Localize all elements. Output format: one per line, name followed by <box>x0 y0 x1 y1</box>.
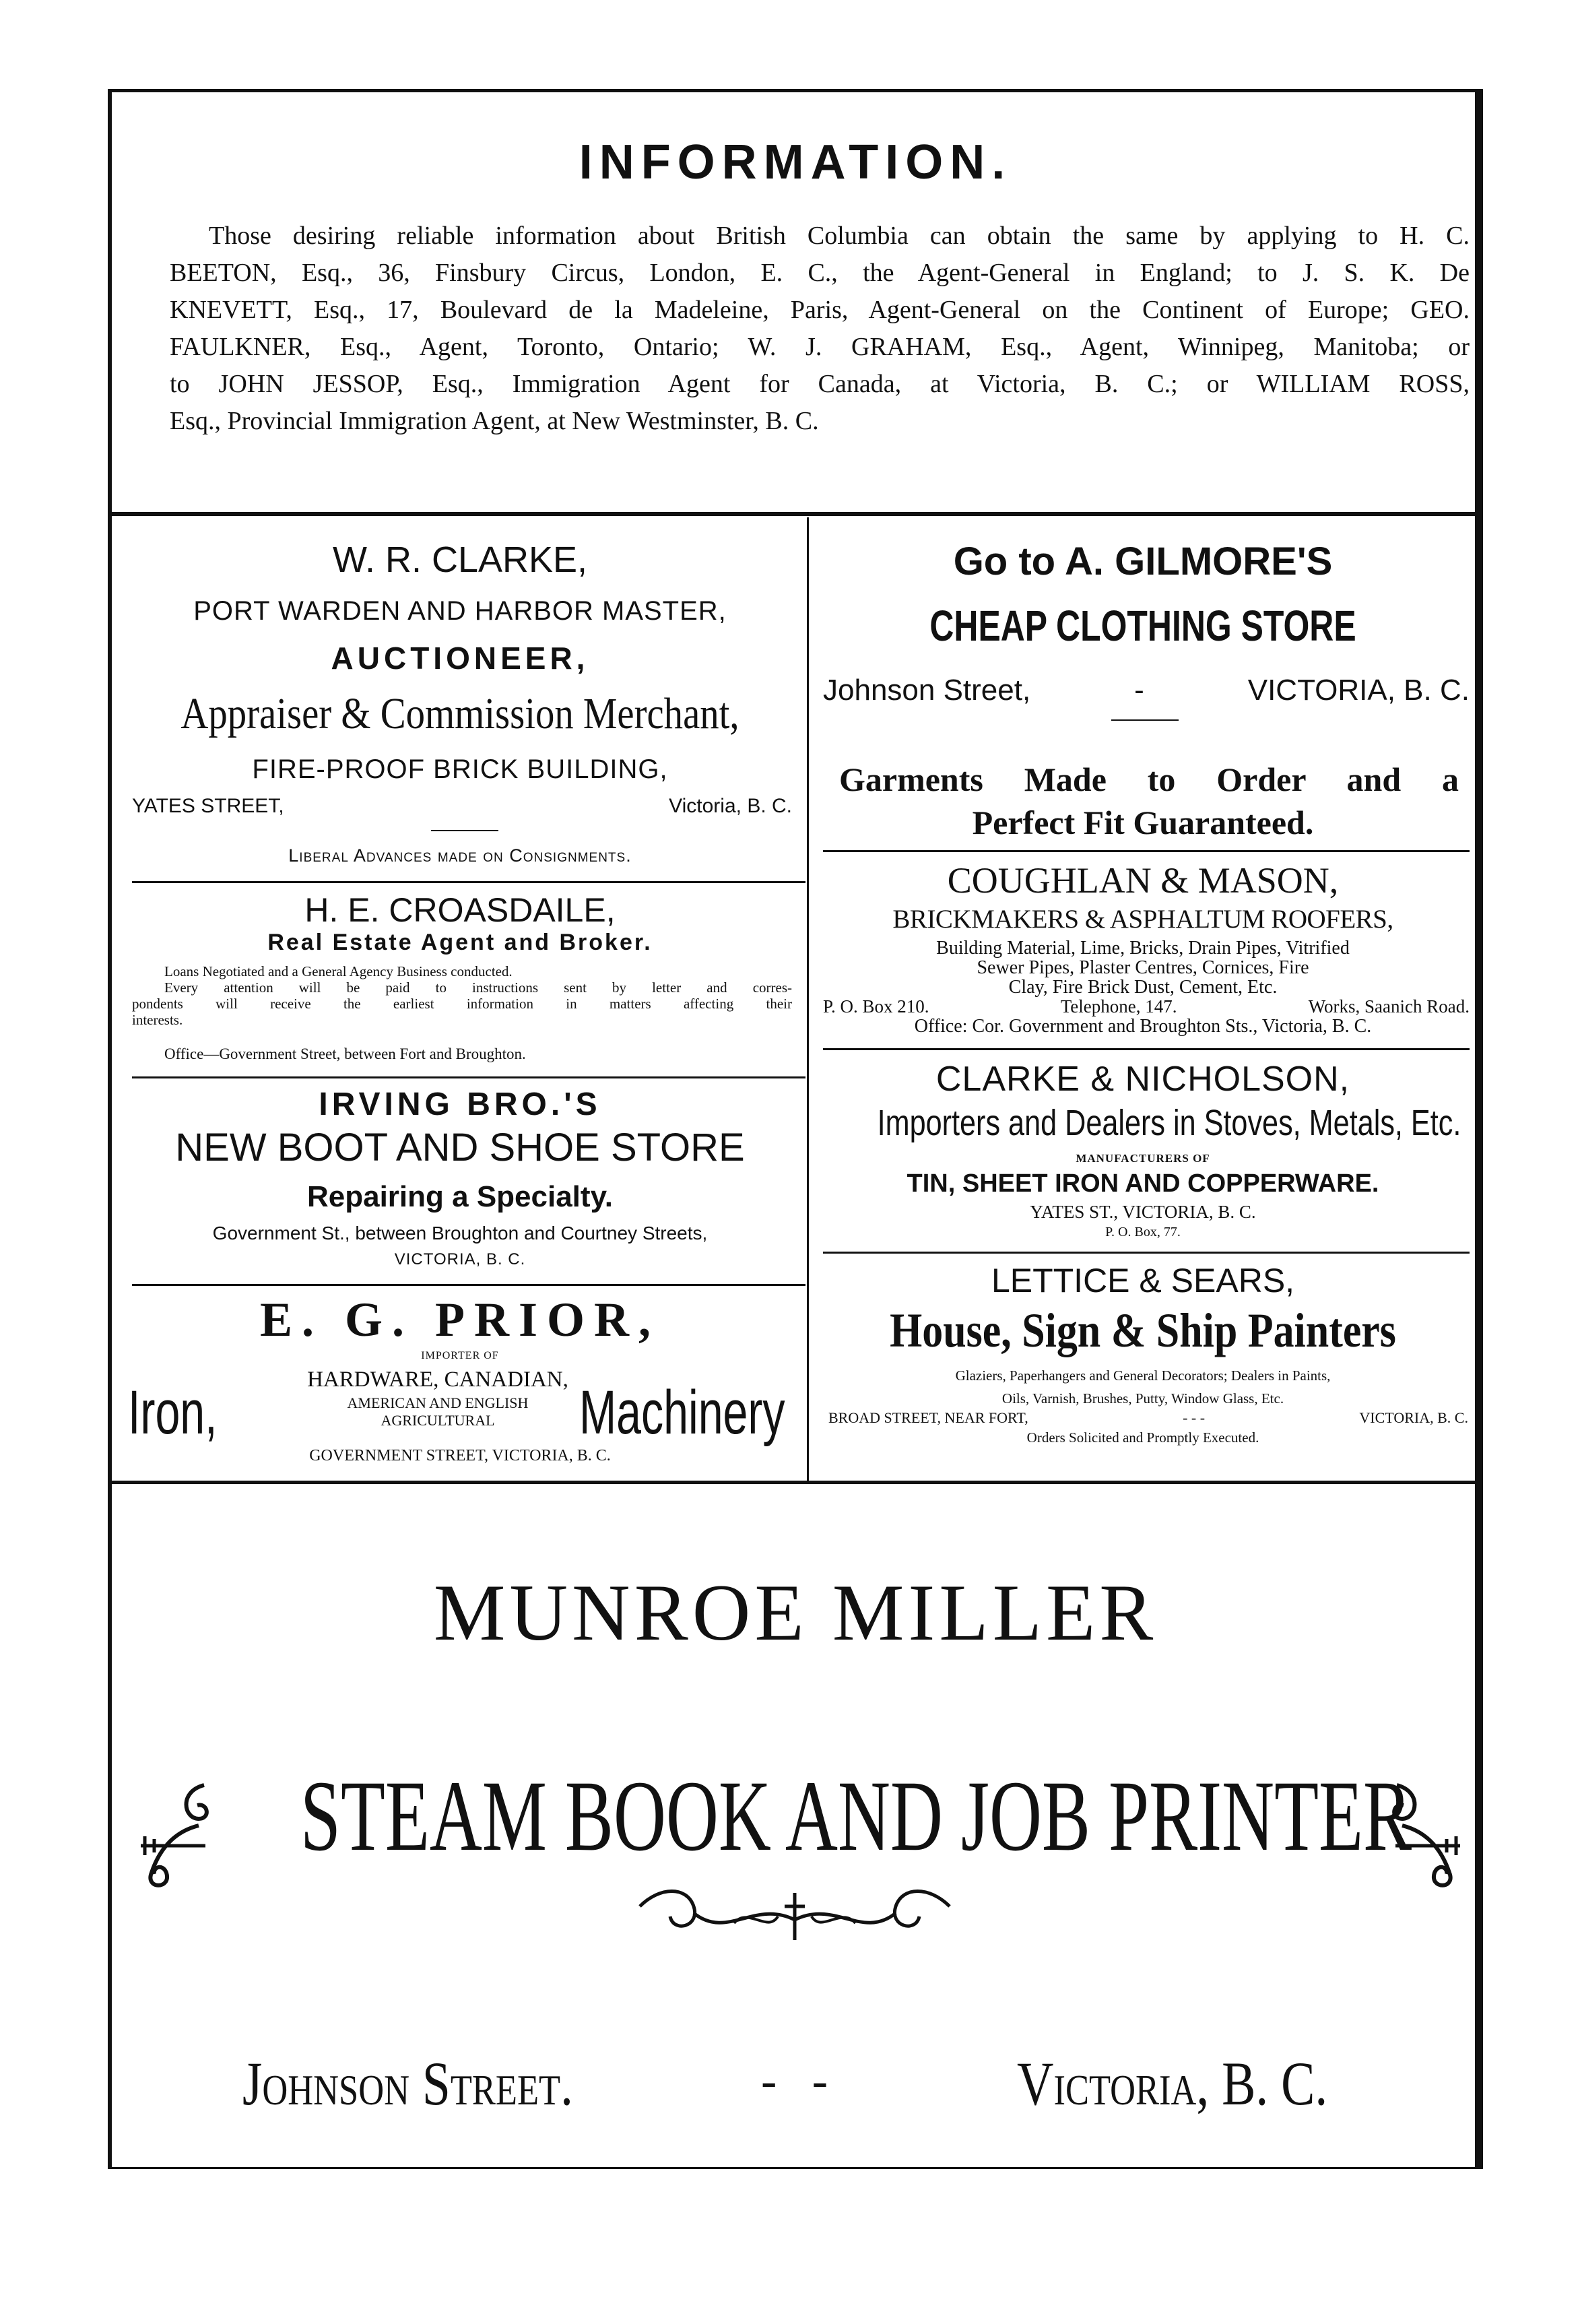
coughlan-name: COUGHLAN & MASON, <box>947 860 1339 901</box>
clarke-name: W. R. CLARKE, <box>332 540 588 580</box>
coughlan-contacts <box>823 996 1470 1017</box>
left-flourish-icon <box>131 1778 212 1893</box>
gilmore-line1: Go to A. GILMORE'S <box>953 540 1333 583</box>
coughlan-telephone: Telephone, 147. <box>1060 996 1177 1016</box>
lettice-line1: Glaziers, Paperhangers and General Decorators; Dealers in Paints, <box>955 1367 1331 1384</box>
lettice-orders: Orders Solicited and Promptly Executed. <box>1026 1429 1259 1446</box>
clarke-street: YATES STREET, <box>132 795 284 817</box>
clarke-advances: Liberal Advances made on Consignments. <box>288 845 632 866</box>
information-divider <box>112 512 1475 516</box>
irving-city: VICTORIA, B. C. <box>394 1250 526 1268</box>
nicholson-box: P. O. Box, 77. <box>1105 1225 1181 1239</box>
coughlan-office: Office: Cor. Government and Broughton Sts., Victoria, B. C. <box>914 1016 1372 1037</box>
nicholson-name: CLARKE & NICHOLSON, <box>935 1060 1350 1099</box>
prior-name: E. G. PRIOR, <box>259 1293 661 1347</box>
munroe-title: STEAM BOOK AND JOB PRINTER <box>300 1760 1412 1872</box>
croasdaile-title: Real Estate Agent and Broker. <box>267 930 653 955</box>
prior-iron: Iron, <box>128 1378 218 1447</box>
divider <box>823 850 1470 852</box>
prior-american: AMERICAN AND ENGLISH <box>347 1394 529 1411</box>
information-line: to JOHN JESSOP, Esq., Immigration Agent for Canada, at Victoria, B. C.; or WILLIAM ROSS, <box>170 370 1470 398</box>
irving-name: IRVING BRO.'S <box>319 1087 601 1122</box>
lettice-street: BROAD STREET, NEAR FORT, <box>828 1409 1028 1426</box>
divider <box>132 1076 805 1078</box>
nicholson-importers: Importers and Dealers in Stoves, Metals, Etc. <box>877 1103 1461 1143</box>
lettice-trade: House, Sign & Ship Painters <box>890 1303 1396 1357</box>
gilmore-address <box>823 674 1470 707</box>
column-divider <box>807 517 809 1481</box>
information-line: KNEVETT, Esq., 17, Boulevard de la Madeleine, Paris, Agent-General on the Continent of Europe; GEO. <box>170 296 1470 324</box>
prior-importer: IMPORTER OF <box>421 1350 499 1361</box>
irving-store: NEW BOOT AND SHOE STORE <box>175 1126 745 1169</box>
clarke-title: PORT WARDEN AND HARBOR MASTER, <box>193 596 727 626</box>
information-line: FAULKNER, Esq., Agent, Toronto, Ontario; W. J. GRAHAM, Esq., Agent, Winnipeg, Manitoba; or <box>170 333 1470 361</box>
croasdaile-office: Office—Government Street, between Fort and Broughton. <box>164 1045 526 1062</box>
coughlan-trade: BRICKMAKERS & ASPHALTUM ROOFERS, <box>892 905 1393 934</box>
lettice-dashes: - - - <box>1183 1409 1206 1426</box>
croasdaile-line: Every attention will be paid to instructions sent by letter and corres- <box>164 979 792 996</box>
information-text <box>170 218 1470 440</box>
gilmore-street: Johnson Street, <box>823 674 1031 707</box>
clarke-city: Victoria, B. C. <box>669 795 792 817</box>
information-line: BEETON, Esq., 36, Finsbury Circus, London, E. C., the Agent-General in England; to J. S. K. De <box>170 259 1470 287</box>
nicholson-street: YATES ST., VICTORIA, B. C. <box>1030 1202 1256 1222</box>
center-ornament-icon <box>633 1886 956 1947</box>
coughlan-works: Works, Saanich Road. <box>1308 996 1470 1016</box>
prior-hardware: HARDWARE, CANADIAN, <box>307 1367 568 1392</box>
prior-address: GOVERNMENT STREET, VICTORIA, B. C. <box>309 1447 611 1464</box>
gilmore-fit: Perfect Fit Guaranteed. <box>972 804 1314 841</box>
divider <box>823 1048 1470 1050</box>
information-heading: INFORMATION. <box>579 135 1012 189</box>
gilmore-city: VICTORIA, B. C. <box>1247 674 1470 707</box>
lettice-name: LETTICE & SEARS, <box>991 1262 1295 1299</box>
coughlan-line1: Building Material, Lime, Bricks, Drain Pipes, Vitrified <box>936 938 1350 959</box>
clarke-auctioneer: AUCTIONEER, <box>331 641 589 676</box>
croasdaile-line: interests. <box>132 1012 183 1028</box>
gilmore-garments: Garments Made to Order and a <box>839 761 1459 798</box>
gilmore-dash: - <box>1134 674 1144 707</box>
nicholson-manufacturers: MANUFACTURERS OF <box>1076 1152 1210 1165</box>
right-flourish-icon <box>1389 1778 1470 1893</box>
munroe-name: MUNROE MILLER <box>433 1568 1158 1657</box>
information-line: Those desiring reliable information about British Columbia can obtain the same by applying to H. C. <box>209 222 1470 250</box>
prior-agricultural: AGRICULTURAL <box>381 1412 495 1429</box>
clarke-address <box>132 795 792 818</box>
munroe-city: Victoria, B. C. <box>1017 2049 1328 2118</box>
gilmore-short-rule <box>1111 719 1179 721</box>
information-line: Esq., Provincial Immigration Agent, at New Westminster, B. C. <box>170 407 819 435</box>
munroe-dashes: - - <box>761 2055 828 2107</box>
prior-machinery: Machinery <box>579 1378 785 1447</box>
gilmore-line2: CHEAP CLOTHING STORE <box>929 602 1356 650</box>
clarke-building: FIRE-PROOF BRICK BUILDING, <box>252 754 668 784</box>
lettice-city: VICTORIA, B. C. <box>1359 1409 1468 1426</box>
irving-specialty: Repairing a Specialty. <box>306 1180 613 1213</box>
croasdaile-line: Loans Negotiated and a General Agency Business conducted. <box>164 963 513 979</box>
divider <box>132 1284 805 1286</box>
clarke-appraiser: Appraiser & Commission Merchant, <box>180 689 739 738</box>
clarke-short-rule <box>431 830 498 831</box>
divider <box>823 1252 1470 1254</box>
nicholson-tin: TIN, SHEET IRON AND COPPERWARE. <box>907 1169 1379 1198</box>
croasdaile-name: H. E. CROASDAILE, <box>304 891 616 929</box>
croasdaile-line: pondents will receive the earliest information in matters affecting their <box>132 996 792 1012</box>
munroe-street: Johnson Street. <box>242 2049 573 2118</box>
coughlan-line2: Sewer Pipes, Plaster Centres, Cornices, Fire <box>977 957 1309 978</box>
coughlan-line3: Clay, Fire Brick Dust, Cement, Etc. <box>1008 977 1278 998</box>
lettice-address <box>828 1409 1468 1427</box>
lettice-line2: Oils, Varnish, Brushes, Putty, Window Glass, Etc. <box>1001 1390 1284 1407</box>
section-divider <box>112 1481 1475 1484</box>
irving-address: Government St., between Broughton and Courtney Streets, <box>212 1223 708 1244</box>
divider <box>132 881 805 883</box>
croasdaile-text <box>132 963 792 1028</box>
coughlan-box: P. O. Box 210. <box>823 996 929 1016</box>
